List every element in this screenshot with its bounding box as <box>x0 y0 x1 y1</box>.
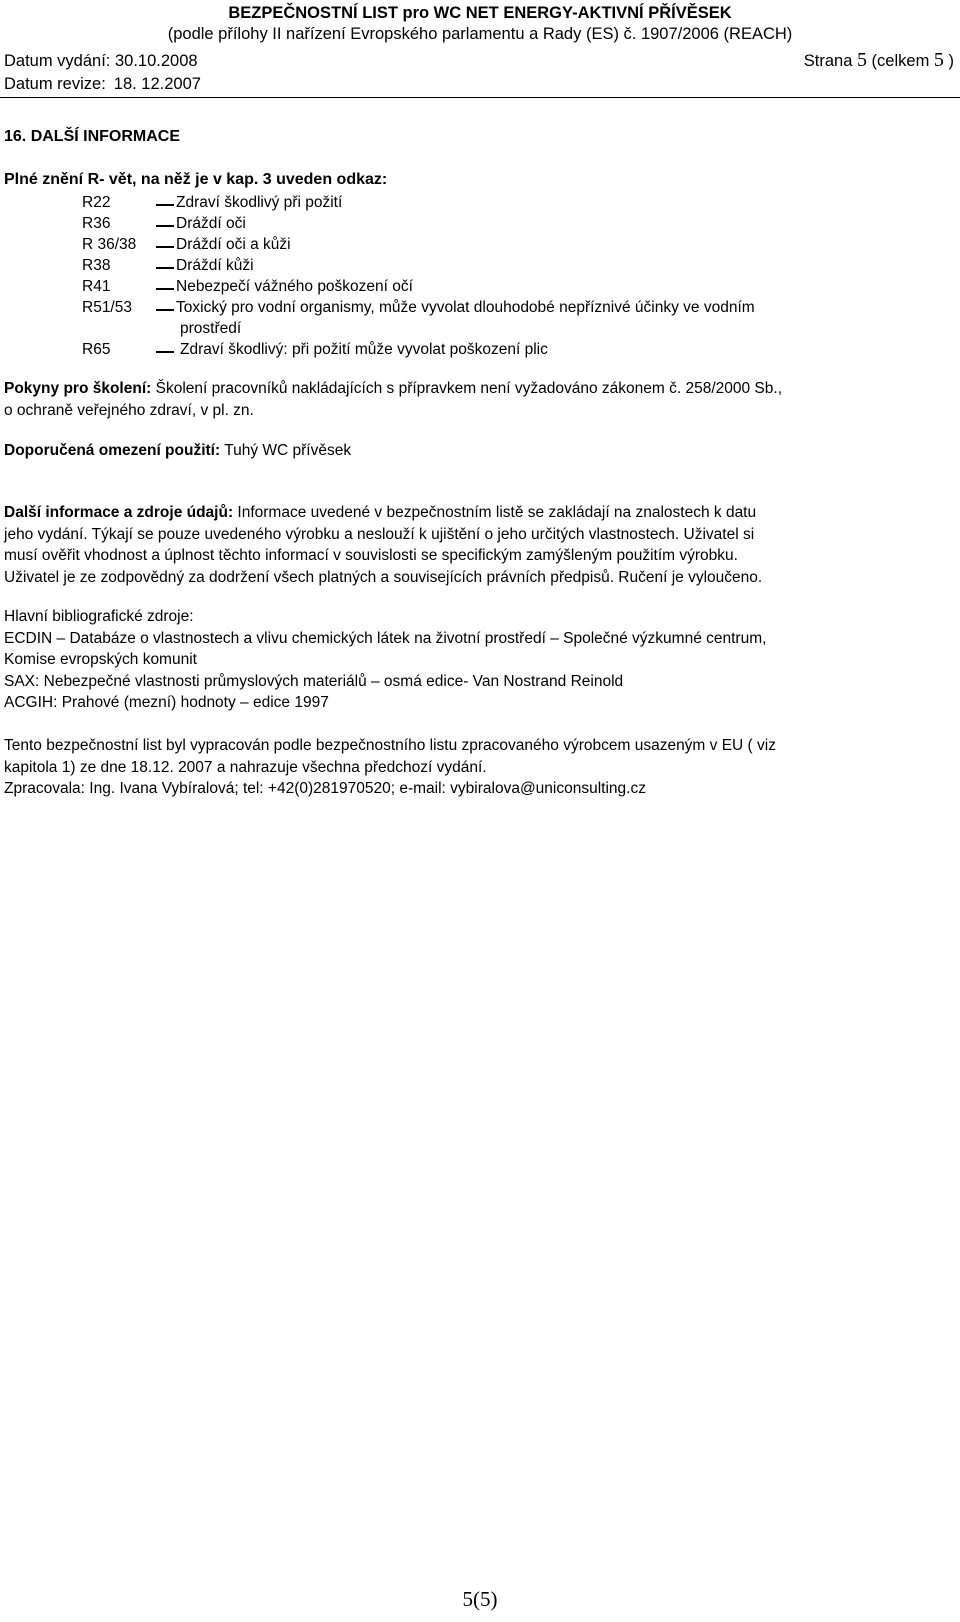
closing-paragraph <box>4 735 944 800</box>
footer-page-number: 5(5) <box>462 1587 498 1611</box>
r-phrase-code: R38 <box>82 257 111 274</box>
revision-date <box>4 75 201 94</box>
document-subtitle: (podle přílohy II nařízení Evropského parlamentu a Rady (ES) č. 1907/2006 (REACH) <box>167 25 793 43</box>
r-phrase-row <box>82 236 942 257</box>
source-line: Komise evropských komunit <box>4 651 197 668</box>
r-phrase-code: R41 <box>82 278 111 295</box>
revision-label: Datum revize: <box>4 75 106 93</box>
r-phrase-text: Zdraví škodlivý: při požití může vyvolat poškození plic <box>180 341 548 358</box>
training-text: Školení pracovníků nakládajících s přípravkem není vyžadováno zákonem č. 258/2000 Sb., <box>155 380 782 397</box>
dash-separator <box>156 309 174 311</box>
r-phrase-row <box>82 299 942 320</box>
training-line-2: o ochraně veřejného zdraví, v pl. zn. <box>4 401 254 419</box>
page-suffix: ) <box>943 52 954 70</box>
source-line: ECDIN – Databáze o vlastnostech a vlivu chemických látek na životní prostředí – Společné výzkumné centrum, <box>4 629 767 647</box>
dash-separator <box>156 288 174 290</box>
r-phrase-code: R36 <box>82 215 111 232</box>
closing-line: kapitola 1) ze dne 18.12. 2007 a nahrazuje všechna předchozí vydání. <box>4 758 487 776</box>
r-phrase-row <box>82 257 942 278</box>
r-phrase-text: Dráždí kůži <box>176 257 254 274</box>
r-phrase-text: Dráždí oči a kůži <box>176 236 291 253</box>
training-label: Pokyny pro školení: <box>4 380 152 397</box>
r-phrase-code: R65 <box>82 341 111 358</box>
dash-separator <box>156 267 174 269</box>
further-info-label: Další informace a zdroje údajů: <box>4 504 234 521</box>
r-phrase-text: Zdraví škodlivý při požití <box>176 194 343 211</box>
dash-separator <box>156 246 174 248</box>
training-line <box>4 378 944 400</box>
r-phrase-text: Nebezpečí vážného poškození očí <box>176 278 413 295</box>
further-info-line: musí ověřit vhodnost a úplnost těchto informací v souvislosti se specifickým zamýšleným použitím výrobku. <box>4 547 738 564</box>
dash-separator <box>156 204 174 206</box>
closing-line: Tento bezpečnostní list byl vypracován podle bezpečnostního listu zpracovaného výrobcem usazeným v EU ( viz <box>4 737 776 754</box>
r-phrase-code: R51/53 <box>82 299 132 316</box>
page-number: 5 <box>856 49 867 71</box>
r-phrases-list <box>82 194 942 362</box>
document-header <box>0 0 960 98</box>
dash-separator <box>156 351 174 353</box>
r-phrase-row <box>82 278 942 299</box>
r-phrase-code: R 36/38 <box>82 236 137 253</box>
r-phrase-code: R22 <box>82 194 111 211</box>
further-info-line: Uživatel je ze zodpovědný za dodržení všech platných a souvisejících právních předpisů. Ručení je vyloučeno. <box>4 568 763 586</box>
dash-separator <box>156 225 174 227</box>
page-prefix: Strana <box>803 52 857 70</box>
section-title: 16. DALŠÍ INFORMACE <box>4 128 181 145</box>
author-line: Zpracovala: Ing. Ivana Vybíralová; tel: +42(0)281970520; e-mail: vybiralova@uniconsulting.cz <box>4 780 646 797</box>
revision-value: 18. 12.2007 <box>113 75 201 93</box>
r-phrases-intro: Plné znění R- vět, na něž je v kap. 3 uveden odkaz: <box>4 171 388 188</box>
restrictions-label: Doporučená omezení použití: <box>4 442 221 459</box>
document-title: BEZPEČNOSTNÍ LIST pro WC NET ENERGY-AKTIVNÍ PŘÍVĚSEK <box>228 4 732 22</box>
sources-paragraph <box>4 606 944 714</box>
r-phrase-row <box>82 194 942 215</box>
further-info-line <box>4 502 944 524</box>
sources-heading: Hlavní bibliografické zdroje: <box>4 608 194 625</box>
further-info-line: jeho vydání. Týkají se pouze uvedeného výrobku a neslouží k ujištění o jeho určitých vlastnostech. Uživatel si <box>4 525 755 543</box>
issue-date: Datum vydání: 30.10.2008 <box>4 52 198 70</box>
page-mid: (celkem <box>866 52 934 70</box>
r-phrase-text: Toxický pro vodní organismy, může vyvolat dlouhodobé nepříznivé účinky ve vodním <box>176 299 755 316</box>
restrictions-text: Tuhý WC přívěsek <box>224 442 352 459</box>
restrictions-paragraph <box>4 440 944 462</box>
further-info-text: Informace uvedené v bezpečnostním listě se zakládají na znalostech k datu <box>237 504 757 521</box>
r-phrase-row-continuation <box>82 320 942 341</box>
r-phrase-text-continuation: prostředí <box>180 320 242 337</box>
r-phrase-text: Dráždí oči <box>176 215 246 232</box>
r-phrase-row <box>82 215 942 236</box>
further-info-paragraph <box>4 502 944 588</box>
header-divider <box>0 97 960 98</box>
page-total: 5 <box>933 49 944 71</box>
training-paragraph <box>4 378 944 421</box>
source-line: ACGIH: Prahové (mezní) hodnoty – edice 1997 <box>4 694 329 711</box>
source-line: SAX: Nebezpečné vlastnosti průmyslových materiálů – osmá edice- Van Nostrand Reinold <box>4 672 624 690</box>
page-indicator <box>804 49 954 72</box>
r-phrase-row <box>82 341 942 362</box>
